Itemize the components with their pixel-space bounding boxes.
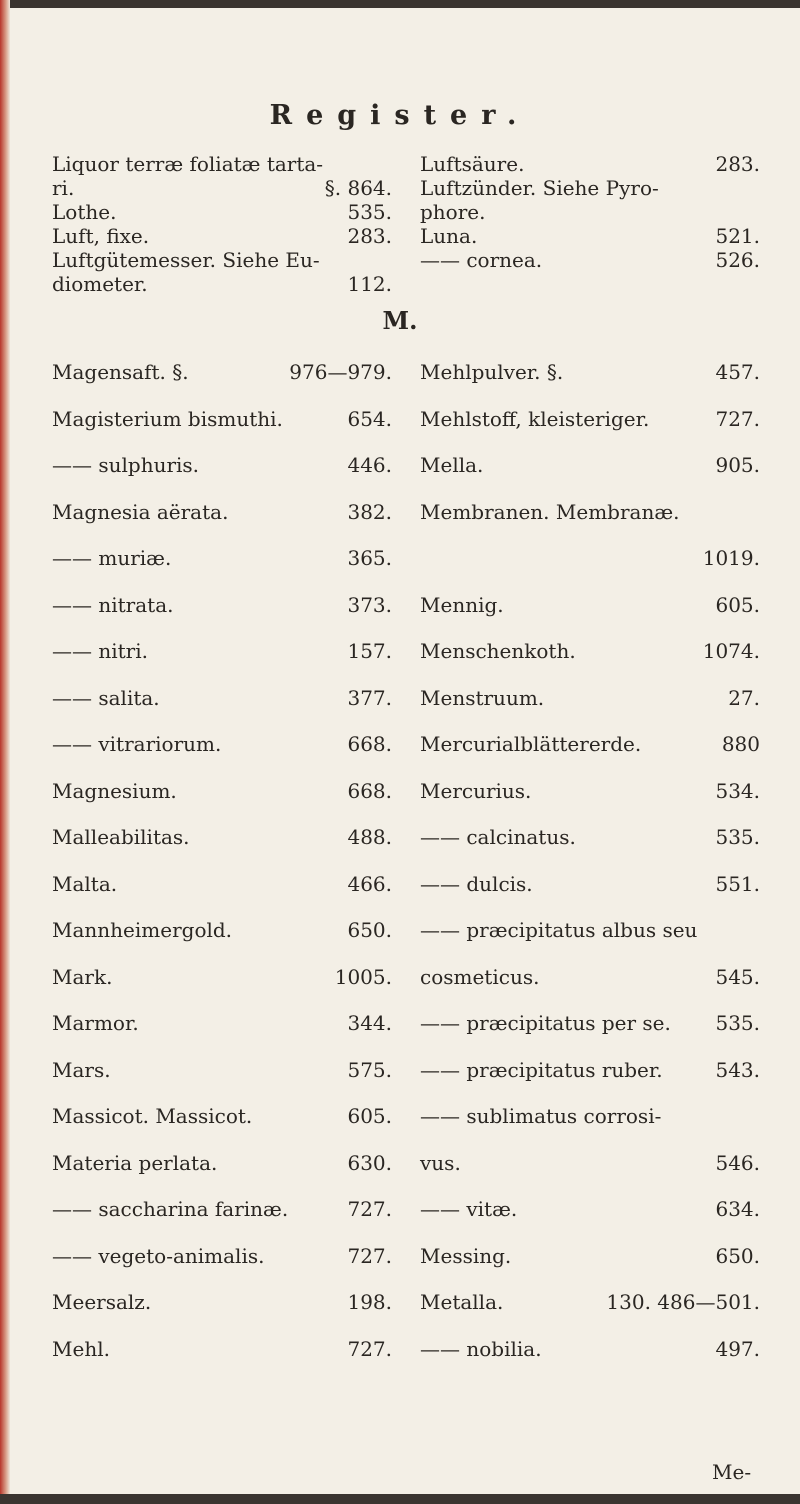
index-entry [52,825,392,872]
entry-label: Massicot. Massicot. [52,1104,253,1128]
index-entry [420,453,760,500]
entry-page-number: 27. [728,685,760,710]
entry-label: —— vitrariorum. [52,732,222,756]
entry-label: Membranen. Membranæ. [420,499,680,524]
index-entry [52,1058,392,1105]
entry-page-number: §. 864. [324,176,392,200]
index-entry [420,639,760,686]
index-entry [52,1244,392,1291]
index-entry [420,1244,760,1291]
index-entry [52,407,392,454]
index-entry [52,248,392,272]
entry-page-number: 630. [347,1150,392,1175]
entry-label: Menschenkoth. [420,639,576,663]
index-entry [52,1151,392,1198]
entry-page-number: 727. [347,1336,392,1361]
entry-label: Mehlpulver. §. [420,360,564,384]
entry-page-number: 976—979. [289,360,392,384]
entry-label: Magnesia aërata. [52,499,229,524]
index-entry [420,1197,760,1244]
section-letter: M. [382,306,418,335]
index-entry [52,360,392,407]
index-entry [52,1337,392,1384]
entry-page-number: 157. [347,639,392,663]
index-entry [52,639,392,686]
entry-label: —— saccharina farinæ. [52,1197,289,1221]
entry-label: Mehlstoff, kleisteriger. [420,406,650,431]
index-entry [52,732,392,779]
entry-label: phore. [420,200,486,224]
entry-label: Mennig. [420,592,504,617]
index-entry [52,1104,392,1151]
index-entry [52,453,392,500]
entry-label: —— nitrata. [52,592,174,617]
entry-label: cosmeticus. [420,964,540,989]
entry-page-number: 1005. [334,964,392,989]
entry-label: —— præcipitatus per se. [420,1011,671,1035]
index-entry [420,593,760,640]
entry-label: Metalla. [420,1290,504,1314]
entry-label: Mars. [52,1057,111,1082]
entry-page-number: 605. [715,592,760,617]
index-entry [420,779,760,826]
catchword: Me- [712,1460,752,1484]
index-entry [420,686,760,733]
entry-page-number: 535. [715,825,760,849]
index-entry [52,500,392,547]
entry-page-number: 344. [347,1011,392,1035]
entry-page-number: 283. [715,152,760,176]
entry-page-number: 575. [347,1057,392,1082]
entry-label: Mannheimergold. [52,918,233,942]
index-entry [420,176,760,200]
index-entry [52,200,392,224]
entry-label: Magensaft. §. [52,360,189,384]
entry-page-number: 130. 486—501. [606,1290,760,1314]
entry-label: —— calcinatus. [420,825,576,849]
index-entry [420,1011,760,1058]
index-entry [420,224,760,248]
index-entry [52,872,392,919]
entry-label: Meersalz. [52,1290,152,1314]
index-entry [52,1197,392,1244]
entry-page-number: 650. [347,918,392,942]
index-entry [420,248,760,272]
entry-label: —— dulcis. [420,871,533,896]
entry-page-number: 497. [715,1336,760,1361]
entry-label: —— sublimatus corrosi- [420,1104,662,1128]
entry-page-number: 382. [347,499,392,524]
entry-page-number: 488. [347,825,392,849]
index-entry [420,918,760,965]
entry-label: Mella. [420,453,484,477]
entry-label: Magisterium bismuthi. [52,406,283,431]
entry-label: Luftsäure. [420,152,525,176]
entry-label: Luft, fixe. [52,224,150,248]
entry-page-number: 668. [347,732,392,756]
index-entry [52,918,392,965]
index-entry [420,965,760,1012]
entry-page-number: 545. [715,964,760,989]
entry-page-number: 112. [347,272,392,296]
index-entry [420,500,760,547]
entry-label: Luftzünder. Siehe Pyro- [420,176,659,200]
index-entry [52,1290,392,1337]
binding-edge [0,0,10,1504]
entry-page-number: 880 [721,732,760,756]
entry-page-number: 905. [715,453,760,477]
entry-label: Magnesium. [52,778,177,803]
entry-label: Luna. [420,224,478,248]
entry-page-number: 605. [347,1104,392,1128]
entry-page-number: 727. [715,406,760,431]
index-entry [420,872,760,919]
entry-label: Lothe. [52,200,117,224]
index-entry [52,593,392,640]
entry-label: —— vitæ. [420,1197,518,1221]
index-entry [52,546,392,593]
entry-label: Mehl. [52,1336,110,1361]
entry-label: Materia perlata. [52,1150,218,1175]
index-entry [52,152,392,176]
entry-page-number: 727. [347,1243,392,1268]
entry-page-number: 283. [347,224,392,248]
entry-label: Mark. [52,964,113,989]
entry-page-number: 634. [715,1197,760,1221]
index-entry [52,272,392,296]
entry-page-number: 551. [715,871,760,896]
index-entry [420,360,760,407]
entry-page-number: 526. [715,248,760,272]
entry-label: Menstruum. [420,685,545,710]
entry-page-number: 457. [715,360,760,384]
entry-page-number: 534. [715,778,760,803]
index-entry [52,1011,392,1058]
entry-label: —— nobilia. [420,1336,542,1361]
index-entry [52,686,392,733]
index-entry [420,1151,760,1198]
entry-label: —— vegeto-animalis. [52,1243,265,1268]
index-entry [420,1104,760,1151]
index-entry [420,825,760,872]
entry-page-number: 521. [715,224,760,248]
index-entry [52,965,392,1012]
entry-label: —— cornea. [420,248,543,272]
entry-label: ri. [52,176,75,200]
index-entry [420,1290,760,1337]
entry-page-number: 373. [347,592,392,617]
index-entry [420,1337,760,1384]
entry-page-number: 654. [347,406,392,431]
index-entry [52,779,392,826]
index-entry [420,1058,760,1105]
entry-label: Malta. [52,871,118,896]
entry-page-number: 365. [347,546,392,570]
entry-label: —— præcipitatus albus seu [420,918,698,942]
entry-page-number: 377. [347,685,392,710]
index-entry [420,200,760,224]
index-entry [420,407,760,454]
entry-page-number: 668. [347,778,392,803]
bottom-edge [0,1494,800,1504]
entry-label: Messing. [420,1243,512,1268]
page-header: Register. [269,100,531,131]
top-edge [0,0,800,8]
entry-page-number: 1019. [702,546,760,570]
index-entry [52,176,392,200]
entry-page-number: 446. [347,453,392,477]
index-entry [52,224,392,248]
entry-label: vus. [420,1150,461,1175]
entry-page-number: 198. [347,1290,392,1314]
entry-page-number: 727. [347,1197,392,1221]
index-entry [420,546,760,593]
entry-label: Mercurius. [420,778,532,803]
entry-label: —— salita. [52,685,160,710]
entry-label: Liquor terræ foliatæ tarta- [52,152,324,176]
entry-label: Luftgütemesser. Siehe Eu- [52,248,320,272]
entry-label: diometer. [52,272,148,296]
entry-label: —— nitri. [52,639,148,663]
entry-label: Marmor. [52,1011,139,1035]
entry-page-number: 543. [715,1057,760,1082]
entry-page-number: 466. [347,871,392,896]
entry-label: Mercurialblättererde. [420,732,642,756]
entry-label: —— sulphuris. [52,453,200,477]
index-entry [420,732,760,779]
entry-page-number: 535. [715,1011,760,1035]
entry-page-number: 546. [715,1150,760,1175]
entry-label: Malleabilitas. [52,825,190,849]
entry-page-number: 1074. [702,639,760,663]
entry-label: —— muriæ. [52,546,172,570]
entry-page-number: 535. [347,200,392,224]
entry-label: —— præcipitatus ruber. [420,1057,663,1082]
entry-page-number: 650. [715,1243,760,1268]
index-entry [420,152,760,176]
